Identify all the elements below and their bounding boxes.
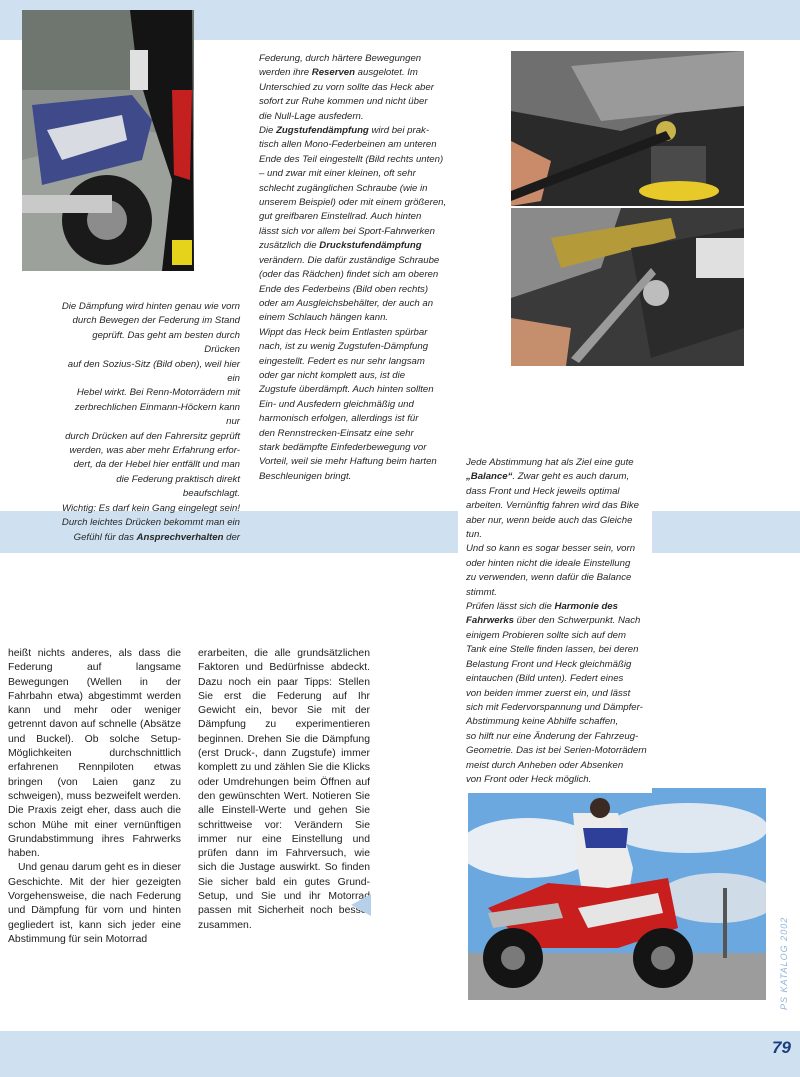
text-line: Unterschied zu vorn sollte das Heck aber [259,81,434,93]
text-line [259,66,449,80]
caption-text: der [223,531,240,543]
photo-rebound-adjuster [511,208,744,366]
bold-term: Druckstufendämpfung [319,240,422,252]
text-line: lässt sich vor allem bei Sport-Fahrwerken [259,225,435,237]
text-line [259,239,449,253]
body-paragraph: heißt nichts anderes, als dass die Federung auf langsame Bewegungen (Wellen in der Fahrbahn etwa) abgestimmt werden kann und mehr oder weniger getrennt davon auf schnelle (Absätze und Buckel). Ob solche Setup-Möglichkeiten durchschnittlich erfahrenen Rennpiloten etwas bringen (von Laien ganz zu schweigen), muss bezweifelt werden. Die Praxis zeigt eher, dass auch die schon Mühe mit einer vernünftigen Grundabstimmung ihres Fahrwerks haben. [8,648,181,860]
text-line: Geometrie. Das ist bei Serien-Motorrädern [466,745,647,757]
text-line: die Null-Lage ausfedern. [259,110,364,122]
text-line [466,614,648,628]
photo-rider-bike [468,788,766,1000]
bold-term: Zugstufendämpfung [276,125,369,137]
text-line: arbeiten. Vernünftig fahren wird das Bike [466,500,639,512]
text-line: Jede Abstimmung hat als Ziel eine gute [466,457,634,468]
bold-term: Harmonie des [554,601,618,613]
text-line: einem Schlauch hängen kann. [259,312,389,324]
text-line: (oder das Rädchen) findet sich am oberen [259,269,439,281]
text-line: oder hinten nicht die ideale Einstellung [466,557,631,569]
caption-line: die Federung praktisch direkt beaufschlagt. [116,473,240,500]
body-column-1 [8,647,181,947]
text-line: so hilft nur eine Änderung der Fahrzeug- [466,730,639,742]
text-line: Zugstufe überdämpft. Auch hinten sollten [259,384,434,396]
text-line: zu verwenden, wenn dafür die Balance [466,572,632,584]
caption-line [60,531,240,545]
text-line: eingestellt. Federt es nur sehr langsam [259,355,425,367]
text-line: Und so kann es sogar besser sein, vorn [466,543,636,555]
bold-term: Reserven [311,67,355,79]
text-line: oder am Ausgleichsbehälter, der auch an [259,297,434,309]
text-line: dass Front und Heck jeweils optimal [466,485,620,497]
text-line: Vorteil, weil sie mehr Haftung beim harten [259,456,437,468]
caption-right [458,456,652,793]
text: werden ihre [259,67,312,79]
text-line: harmonisch erfolgen, allerdings ist für [259,413,419,425]
text-line: Wippt das Heck beim Entlasten spürbar [259,326,428,338]
text-line: – und zwar mit einer kleinen, oft sehr [259,168,416,180]
bottom-band [0,1031,800,1077]
text-line: den Rennstrecken-Einsatz eine sehr [259,427,414,439]
text-line: gut greifbaren Einstellrad. Auch hinten [259,211,422,223]
sidebar-label: PS KATALOG 2002 [779,916,789,1010]
caption-text: Gefühl für das [73,531,137,543]
caption-line: durch Bewegen der Federung im Stand [72,315,240,327]
text-line: schlecht zugänglichen Schraube (wie in [259,182,428,194]
caption-line: Die Dämpfung wird hinten genau wie vorn [61,301,240,312]
text-line: stark bedämpfte Einfederbewegung vor [259,441,427,453]
text-line: Ein- und Ausfedern gleichmäßig und [259,398,414,410]
caption-line: dert, da der Hebel hier entfällt und man [73,459,240,471]
caption-middle [259,52,449,484]
text-line [466,470,648,484]
text-line: unserem Beispiel) oder mit einem größeren, [259,197,447,209]
body-column-2 [198,647,370,933]
text-line: stimmt. [466,586,497,598]
text: Prüfen lässt sich die [466,601,555,613]
text-line: von Front oder Heck möglich. [466,773,592,785]
text-line: aber nur, wenn beide auch das Gleiche tun. [466,514,633,541]
caption-line: geprüft. Das geht am besten durch Drücken [92,329,240,356]
text: . Zwar geht es auch darum, [512,471,630,483]
text: wird bei prak- [368,125,430,137]
photo-rider-seat [22,10,194,271]
photo-shock-top [511,51,744,206]
article-end-arrow-icon [351,894,371,916]
text-line: eintauchen (Bild unten). Federt eines [466,673,624,685]
text-line: sich mit Federvorspannung und Dämpfer- [466,701,643,713]
caption-line: Durch leichtes Drücken bekommt man ein [61,517,240,529]
text: zusätzlich die [259,240,320,252]
bold-term: Fahrwerks [466,615,514,627]
caption-line: zerbrechlichen Einmann-Höckern kann nur [74,401,240,428]
text-line: Federung, durch härtere Bewegungen [259,53,422,64]
caption-left [60,300,240,545]
text-line: oder gar nicht komplett aus, ist die [259,369,406,381]
text-line: meist durch Anheben oder Absenken [466,759,624,771]
text: ausgelotet. Im [355,67,418,79]
page-number: 79 [772,1038,791,1057]
body-paragraph: erarbeiten, die alle grundsätzlichen Faktoren und Bedürfnisse abdeckt. Dazu noch ein paar Tipps: Stellen Sie erst die Federung auf Ihr Gewicht ein, bevor Sie mit der Dämpfung zu experimentieren beginnen. Drehen Sie die Dämpfung (erst Druck-, dann Zugstufe) immer komplett zu und zählen Sie die Klicks oder Umdrehungen beim Öffnen auf den gewünschten Wert. Notieren Sie alle Einstell-Werte und gehen Sie schrittweise vor: Verändern Sie immer nur eine Einstellung und prüfen dann im Fahrversuch, wie sich die Justage auswirkt. So finden Sie sicher bald ein gutes Grund-Setup, und Sie und ihr Motorrad passen mit Sicherheit noch besser zusammen. [198,648,370,931]
text-line: Beschleunigen bringt. [259,470,352,482]
caption-line: Hebel wirkt. Bei Renn-Motorrädern mit [76,387,240,399]
text-line: Belastung Front und Heck gleichmäßig [466,658,632,670]
text-line: tisch allen Mono-Federbeinen am unteren [259,139,437,151]
caption-line: Wichtig: Es darf kein Gang eingelegt sein! [61,502,240,514]
body-paragraph: Und genau darum geht es in dieser Geschichte. Mit der hier gezeigten Vorgehensweise, die nach Federung und Dämpfung für vorn und hinten gegliedert ist, kann sich jeder eine Abstimmung für sein Motorrad [8,862,181,945]
text-line: Ende des Teil eingestellt (Bild rechts unten) [259,153,444,165]
text-line: Ende des Federbeins (Bild oben rechts) [259,283,429,295]
caption-line: durch Drücken auf den Fahrersitz geprüft [65,430,240,442]
text-line: Tank eine Stelle finden lassen, bei deren [466,644,639,656]
text-line: nach, ist zu wenig Zugstufen-Dämpfung [259,341,429,353]
text-line [466,600,648,614]
text-line: verändern. Die dafür zuständige Schraube [259,254,440,266]
text: Die [259,125,277,137]
text-line [259,124,449,138]
text: über den Schwerpunkt. Nach [514,615,641,627]
text-line: einigem Probieren sollte sich auf dem [466,629,626,641]
bold-term: „Balance“ [466,471,513,483]
caption-bold: Ansprechverhalten [136,531,224,543]
text-line: Abstimmung keine Abhilfe schaffen, [466,716,619,728]
text-line: sofort zur Ruhe kommen und nicht über [259,96,428,108]
caption-line: auf den Sozius-Sitz (Bild oben), weil hier ein [67,358,240,385]
caption-line: werden, was aber mehr Erfahrung erfor- [69,445,240,457]
text-line: von beiden immer zuerst ein, und lässt [466,687,631,699]
